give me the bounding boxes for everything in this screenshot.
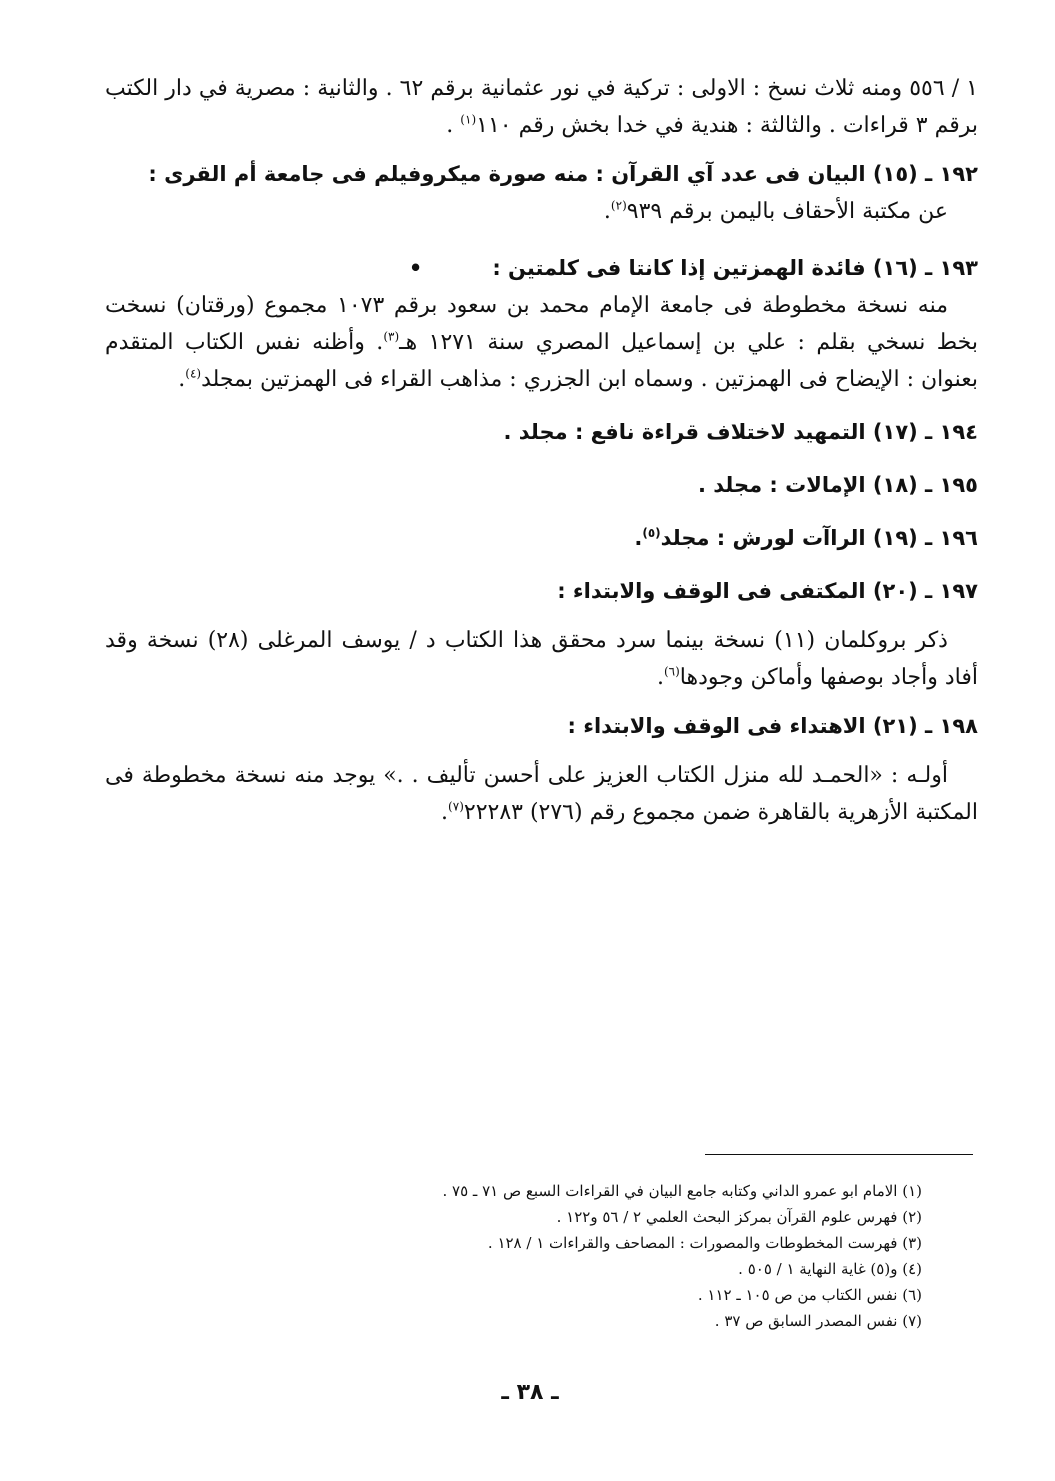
intro-text: ١ / ٥٥٦ ومنه ثلاث نسخ : الاولى : تركية في نور عثمانية برقم ٦٢ . والثانية : مصرية في دار الكتب برقم ٣ قراءات . والثالثة : هندية في خدا بخش رقم ١١٠ — [105, 76, 978, 138]
entry-193-body-b: . وأظنه نفس الكتاب المتقدم بعنوان : الإيضاح فى الهمزتين . وسماه ابن الجزري : مذاهب القراء فى الهمزتين بمجلد — [105, 330, 978, 392]
footnote-ref-1: (١) — [460, 112, 477, 127]
intro-paragraph — [105, 70, 978, 144]
entry-197-body: ذكر بروكلمان (١١) نسخة بينما سرد محقق هذا الكتاب د / يوسف المرغلى (٢٨) نسخة وقد أفاد وأجاد بوصفها وأماكن وجودها — [105, 628, 978, 690]
entry-198-end: . — [441, 800, 449, 825]
page-number: ـ ٣٨ ـ — [501, 1380, 559, 1405]
entry-198-heading: ١٩٨ ـ (٢١) الاهتداء فى الوقف والابتداء : — [567, 714, 978, 738]
footnote-7: (٧) نفس المصدر السابق ص ٣٧ . — [714, 1312, 922, 1330]
footnote-ref-3: (٣) — [383, 329, 400, 344]
entry-196-end: . — [634, 526, 643, 550]
footnote-3: (٣) فهرست المخطوطات والمصورات : المصاحف والقراءات ١ / ١٢٨ . — [487, 1234, 922, 1252]
bullet-dot: • — [408, 256, 423, 280]
footnote-ref-4: (٤) — [185, 366, 202, 381]
entry-192-heading: ١٩٢ ـ (١٥) البيان فى عدد آي القرآن : منه صورة ميكروفيلم فى جامعة أم القرى : — [148, 162, 978, 186]
entry-192-text — [105, 193, 978, 230]
footnote-1: (١) الامام ابو عمرو الداني وكتابه جامع البيان في القراءات السبع ص ٧١ ـ ٧٥ . — [442, 1182, 922, 1200]
entry-192-body: عن مكتبة الأحقاف باليمن برقم ٩٣٩ — [626, 199, 948, 224]
entry-197-text — [105, 622, 978, 696]
footnote-ref-2: (٢) — [610, 198, 627, 213]
entry-197-end: . — [656, 665, 664, 690]
entry-198-body: أولـه : «الحمـد لله منزل الكتاب العزيز على أحسن تأليف . .» يوجد منه نسخة مخطوطة فى المكتبة الأزهرية بالقاهرة ضمن مجموع رقم (٢٧٦) ٢٢٢٨٣ — [105, 763, 978, 825]
footnote-ref-7: (٧) — [448, 799, 464, 814]
intro-end: . — [446, 113, 461, 138]
entry-193-heading — [105, 250, 978, 287]
entry-195-heading: ١٩٥ ـ (١٨) الإمالات : مجلد . — [697, 473, 978, 497]
entry-193-title: ١٩٣ ـ (١٦) فائدة الهمزتين إذا كانتا فى كلمتين : — [492, 256, 978, 280]
footnote-ref-6: (٦) — [663, 664, 680, 679]
footnote-ref-5: (٥) — [642, 526, 661, 540]
entry-193-body-a: منه نسخة مخطوطة فى جامعة الإمام محمد بن سعود برقم ١٠٧٣ مجموع (ورقتان) نسخت بخط نسخي بقلم : علي بن إسماعيل المصري سنة ١٢٧١ هـ — [105, 293, 979, 355]
entry-194-heading: ١٩٤ ـ (١٧) التمهيد لاختلاف قراءة نافع : مجلد . — [503, 420, 978, 444]
footnote-divider — [705, 1154, 973, 1155]
entry-198-text — [105, 757, 978, 831]
entry-193-text — [105, 287, 978, 398]
main-text — [105, 70, 978, 831]
footnotes — [380, 1178, 922, 1334]
entry-193-end: . — [178, 367, 186, 392]
entry-197-heading: ١٩٧ ـ (٢٠) المكتفى فى الوقف والابتداء : — [557, 579, 978, 603]
footnote-2: (٢) فهرس علوم القرآن بمركز البحث العلمي ٢ / ٥٦ و١٢٢ . — [556, 1208, 922, 1226]
entry-196-heading — [105, 520, 978, 557]
entry-196-title: ١٩٦ ـ (١٩) الراآت لورش : مجلد — [660, 526, 978, 550]
footnote-6: (٦) نفس الكتاب من ص ١٠٥ ـ ١١٢ . — [697, 1286, 922, 1304]
footnote-4-5: (٤) و(٥) غاية النهاية ١ / ٥٠٥ . — [738, 1260, 922, 1278]
entry-192-end: . — [603, 199, 611, 224]
